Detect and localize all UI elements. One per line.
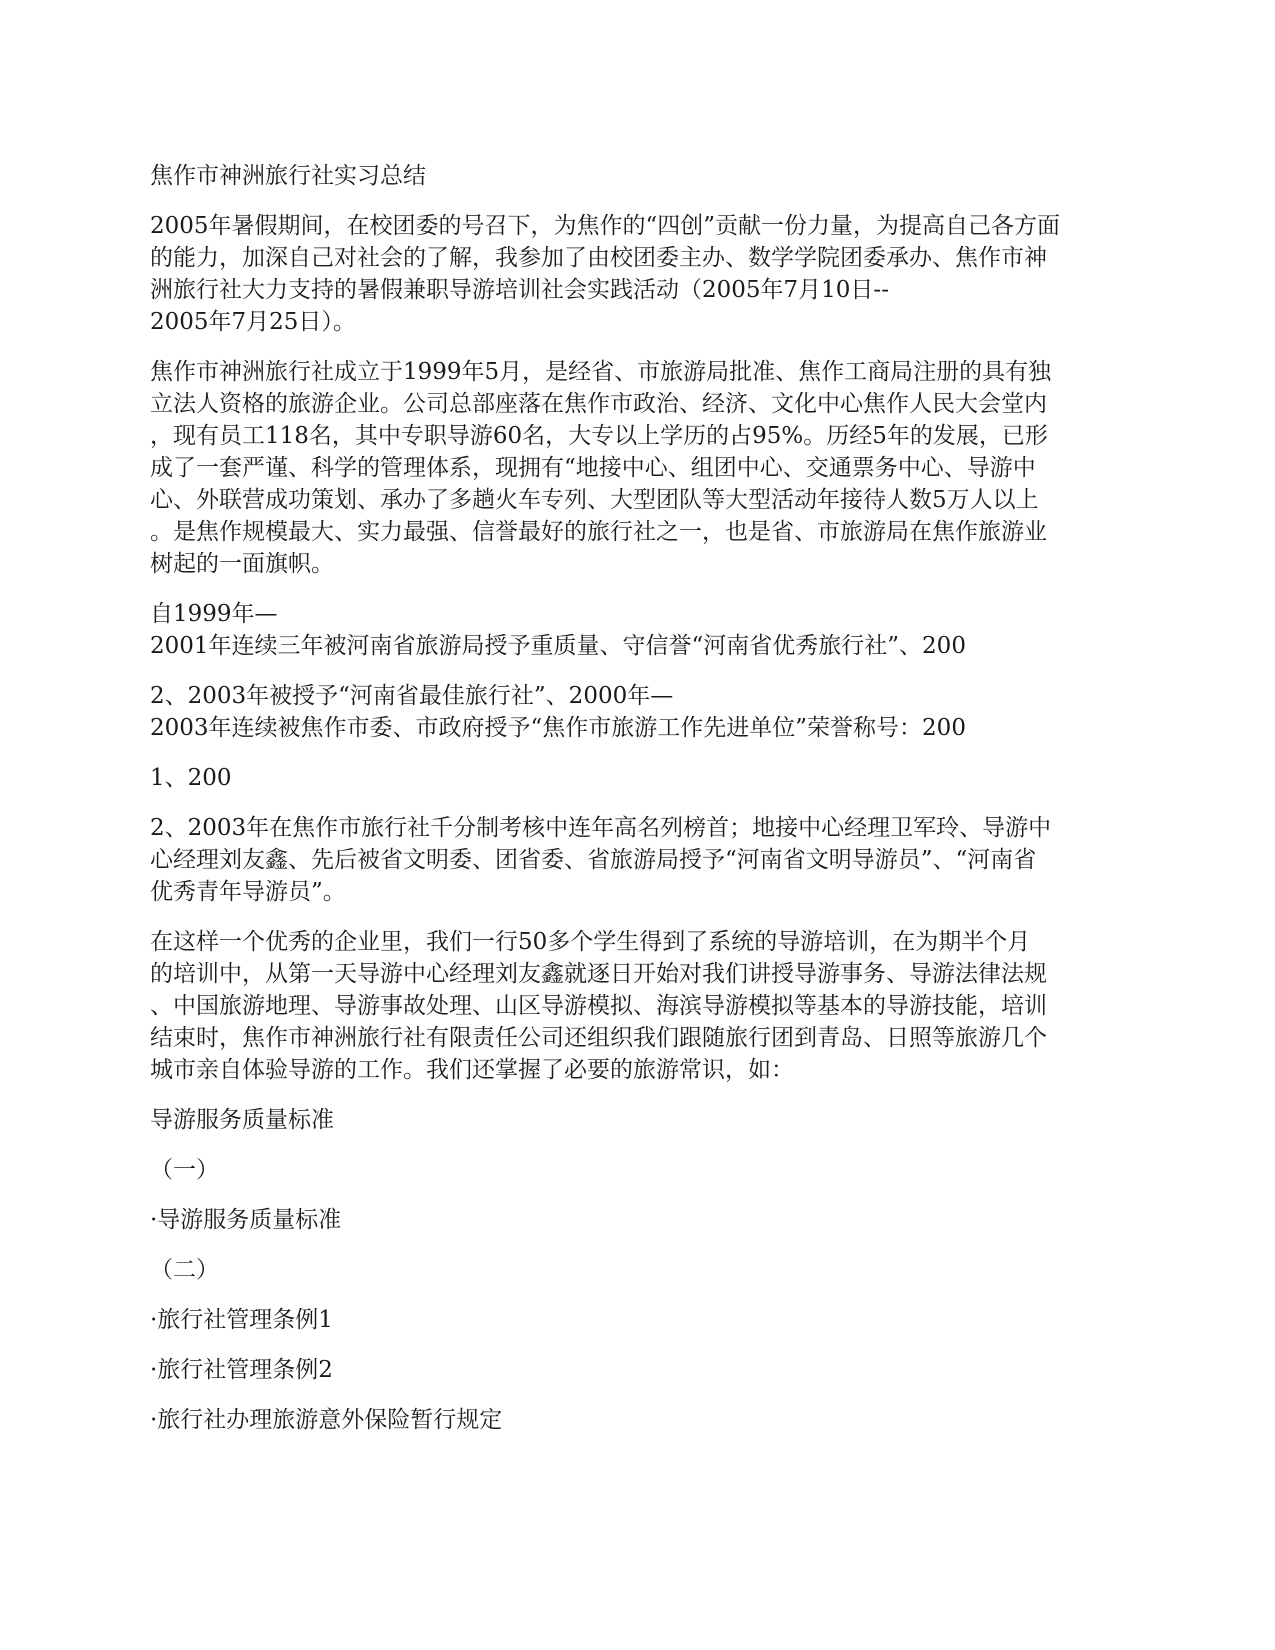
paragraph-company bbox=[150, 356, 1130, 580]
paragraph-intro bbox=[150, 210, 1130, 338]
text-line: 。是焦作规模最大、实力最强、信誉最好的旅行社之一，也是省、市旅游局在焦作旅游业 bbox=[150, 519, 1047, 545]
list-item: （一） bbox=[150, 1157, 219, 1183]
paragraph-honors-3 bbox=[150, 762, 1130, 794]
document-title: 焦作市神洲旅行社实习总结 bbox=[150, 163, 426, 189]
text-line: 树起的一面旗帜。 bbox=[150, 551, 334, 577]
paragraph-training bbox=[150, 926, 1130, 1086]
text-line: 的培训中，从第一天导游中心经理刘友鑫就逐日开始对我们讲授导游事务、导游法律法规 bbox=[150, 961, 1047, 987]
text-line: 2005年7月25日）。 bbox=[150, 309, 356, 335]
paragraph-honors-2 bbox=[150, 680, 1130, 744]
text-line: 成了一套严谨、科学的管理体系，现拥有“地接中心、组团中心、交通票务中心、导游中 bbox=[150, 455, 1036, 481]
text-line: 立法人资格的旅游企业。公司总部座落在焦作市政治、经济、文化中心焦作人民大会堂内 bbox=[150, 391, 1047, 417]
text-line: 心、外联营成功策划、承办了多趟火车专列、大型团队等大型活动年接待人数5万人以上 bbox=[150, 487, 1039, 513]
list-item: ·旅行社办理旅游意外保险暂行规定 bbox=[150, 1407, 503, 1433]
text-line: 城市亲自体验导游的工作。我们还掌握了必要的旅游常识，如： bbox=[150, 1057, 794, 1083]
text-line: 、中国旅游地理、导游事故处理、山区导游模拟、海滨导游模拟等基本的导游技能，培训 bbox=[150, 993, 1047, 1019]
document-page bbox=[150, 160, 1130, 1454]
regulation-list bbox=[150, 1104, 1130, 1436]
paragraph-honors-4 bbox=[150, 812, 1130, 908]
text-line: 2005年暑假期间，在校团委的号召下，为焦作的“四创”贡献一份力量，为提高自己各方面 bbox=[150, 213, 1061, 239]
text-line: 1、200 bbox=[150, 765, 232, 791]
text-line: 2001年连续三年被河南省旅游局授予重质量、守信誉“河南省优秀旅行社”、200 bbox=[150, 633, 966, 659]
list-item: ·旅行社管理条例1 bbox=[150, 1307, 333, 1333]
text-line: 在这样一个优秀的企业里，我们一行50多个学生得到了系统的导游培训，在为期半个月 bbox=[150, 929, 1031, 955]
text-line: 焦作市神洲旅行社成立于1999年5月，是经省、市旅游局批准、焦作工商局注册的具有独 bbox=[150, 359, 1052, 385]
text-line: 的能力，加深自己对社会的了解，我参加了由校团委主办、数学学院团委承办、焦作市神 bbox=[150, 245, 1047, 271]
text-line: 结束时，焦作市神洲旅行社有限责任公司还组织我们跟随旅行团到青岛、日照等旅游几个 bbox=[150, 1025, 1047, 1051]
text-line: 优秀青年导游员”。 bbox=[150, 879, 346, 905]
list-item: （二） bbox=[150, 1257, 219, 1283]
text-line: 2、2003年在焦作市旅行社千分制考核中连年高名列榜首；地接中心经理卫军玲、导游中 bbox=[150, 815, 1052, 841]
text-line: 2、2003年被授予“河南省最佳旅行社”、2000年— bbox=[150, 683, 674, 709]
list-item: 导游服务质量标准 bbox=[150, 1107, 334, 1133]
text-line: 自1999年— bbox=[150, 601, 278, 627]
list-item: ·导游服务质量标准 bbox=[150, 1207, 342, 1233]
text-line: 2003年连续被焦作市委、市政府授予“焦作市旅游工作先进单位”荣誉称号：200 bbox=[150, 715, 966, 741]
text-line: 洲旅行社大力支持的暑假兼职导游培训社会实践活动（2005年7月10日-- bbox=[150, 277, 889, 303]
list-item: ·旅行社管理条例2 bbox=[150, 1357, 333, 1383]
paragraph-honors-1 bbox=[150, 598, 1130, 662]
text-line: 心经理刘友鑫、先后被省文明委、团省委、省旅游局授予“河南省文明导游员”、“河南省 bbox=[150, 847, 1037, 873]
text-line: ，现有员工118名，其中专职导游60名，大专以上学历的占95%。历经5年的发展，已形 bbox=[150, 423, 1048, 449]
